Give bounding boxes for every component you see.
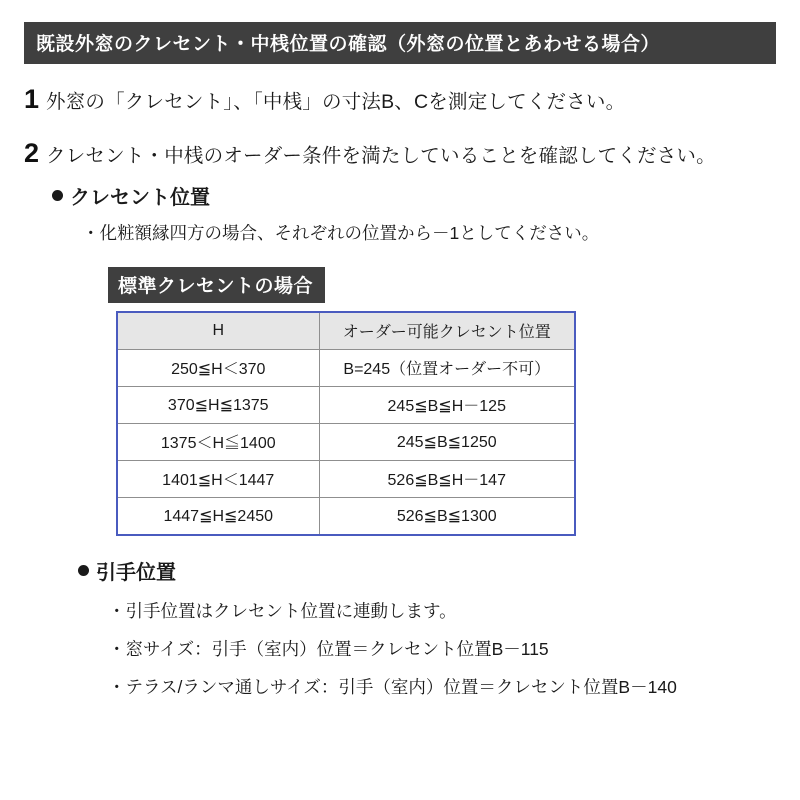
table-header-h: H — [117, 312, 319, 350]
handle-position-section — [24, 556, 776, 699]
crescent-position-bullet — [52, 181, 776, 210]
handle-note-1-text: ・引手位置はクレセント位置に連動します。 — [108, 600, 457, 621]
step-1 — [24, 86, 776, 114]
step-1-text: 外窓の「クレセント」、「中桟」の寸法B、Cを測定してください。 — [46, 91, 626, 113]
table-row — [117, 497, 575, 535]
table-row — [117, 349, 575, 386]
handle-position-bullet — [78, 556, 776, 585]
bullet-dot-icon — [52, 190, 63, 201]
table-cell-h: 1375＜H≦1400 — [117, 423, 319, 460]
table-cell-h: 370≦H≦1375 — [117, 386, 319, 423]
table-cell-position: 245≦B≦H－125 — [319, 386, 575, 423]
table-cell-h: 1447≦H≦2450 — [117, 497, 319, 535]
standard-crescent-subhead-wrap — [108, 267, 776, 303]
crescent-table-wrap — [116, 311, 576, 536]
step-2 — [24, 140, 776, 168]
table-cell-h: 1401≦H＜1447 — [117, 460, 319, 497]
step-2-text: クレセント・中桟のオーダー条件を満たしていることを確認してください。 — [46, 145, 716, 168]
step-1-number: 1 — [24, 84, 40, 114]
step-2-number: 2 — [24, 138, 40, 169]
table-cell-position: B=245（位置オーダー不可） — [319, 349, 575, 386]
handle-note-3 — [108, 674, 776, 699]
handle-position-label: 引手位置 — [96, 561, 176, 584]
crescent-position-note — [82, 220, 776, 245]
crescent-position-note-text: ・化粧額縁四方の場合、それぞれの位置から－1としてください。 — [82, 222, 600, 243]
table-row — [117, 423, 575, 460]
section-header-band: 既設外窓のクレセント・中桟位置の確認（外窓の位置とあわせる場合） — [24, 22, 776, 64]
handle-note-1 — [108, 598, 776, 623]
table-row — [117, 460, 575, 497]
standard-crescent-subhead: 標準クレセントの場合 — [108, 267, 325, 303]
table-cell-position: 245≦B≦1250 — [319, 423, 575, 460]
handle-note-3-text: ・テラス/ランマ通しサイズ：引手（室内）位置＝クレセント位置B－140 — [108, 676, 677, 697]
handle-note-2 — [108, 636, 776, 661]
crescent-order-table — [116, 311, 576, 536]
handle-note-2-text: ・窓サイズ：引手（室内）位置＝クレセント位置B－115 — [108, 638, 549, 659]
table-cell-position: 526≦B≦H－147 — [319, 460, 575, 497]
table-cell-position: 526≦B≦1300 — [319, 497, 575, 535]
bullet-dot-icon — [78, 565, 89, 576]
table-row — [117, 386, 575, 423]
table-header-row — [117, 312, 575, 350]
table-header-position: オーダー可能クレセント位置 — [319, 312, 575, 350]
table-cell-h: 250≦H＜370 — [117, 349, 319, 386]
crescent-position-label: クレセント位置 — [70, 186, 210, 209]
